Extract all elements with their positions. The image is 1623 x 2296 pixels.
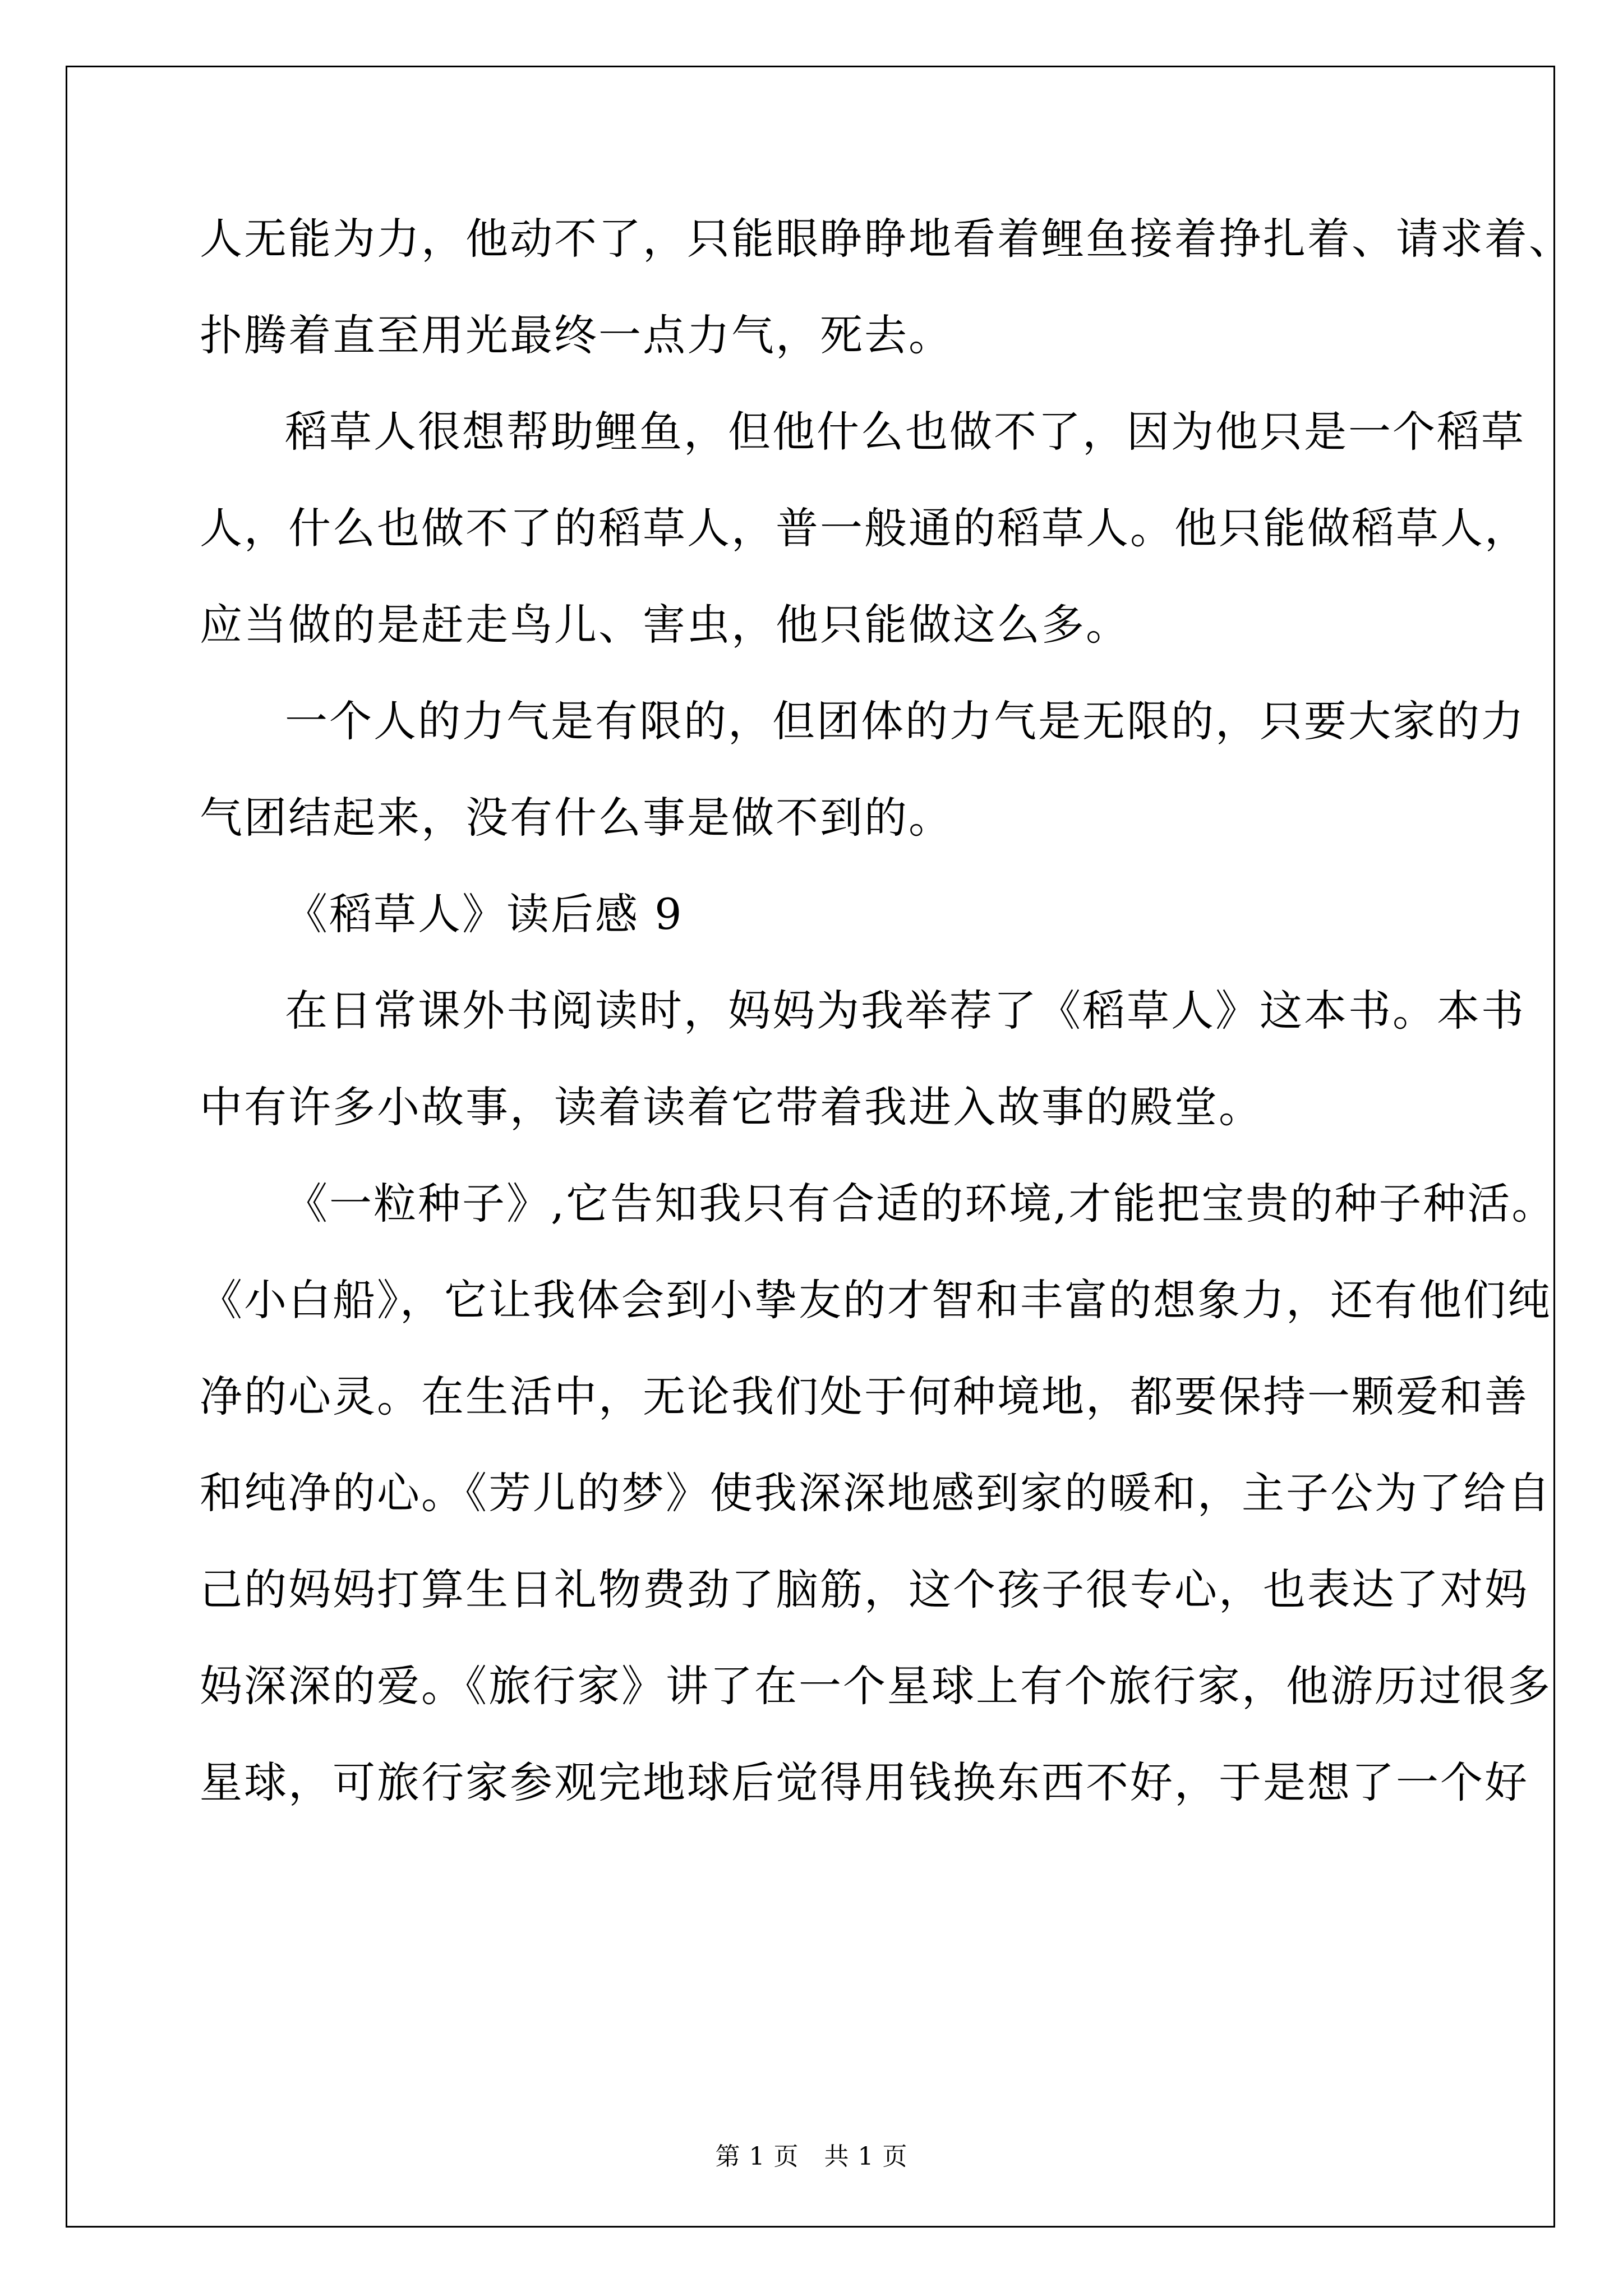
text-line: 和纯净的心。《芳儿的梦》使我深深地感到家的暖和，主子公为了给自 [200,1468,1552,1518]
text-line: 己的妈妈打算生日礼物费劲了脑筋，这个孩子很专心，也表达了对妈 [200,1565,1529,1614]
text-line: 《小白船》，它让我体会到小挚友的才智和丰富的想象力，还有他们纯 [200,1275,1552,1325]
paragraph [200,673,1525,866]
paragraph [200,384,1529,673]
text-line: 《一粒种子》,它告知我只有合适的环境,才能把宝贵的种子种活。 [285,1179,1556,1228]
text-line: 人，什么也做不了的稻草人，普一般通的稻草人。他只能做稻草人， [200,503,1529,553]
text-line: 星球，可旅行家参观完地球后觉得用钱换东西不好，于是想了一个好 [200,1757,1529,1807]
text-line: 气团结起来，没有什么事是做不到的。 [200,793,953,843]
text-line: 稻草人很想帮助鲤鱼，但他什么也做不了，因为他只是一个稻草 [285,407,1525,457]
paragraph [200,963,1525,1156]
paragraph [200,1156,1556,1831]
page-footer: 第 1 页 共 1 页 [715,2142,908,2171]
text-line: 《稻草人》读后感 9 [285,889,684,939]
text-line: 人无能为力，他动不了，只能眼睁睁地看着鲤鱼接着挣扎着、请求着、 [200,214,1573,264]
text-line: 中有许多小故事，读着读着它带着我进入故事的殿堂。 [200,1082,1263,1132]
text-line: 一个人的力气是有限的，但团体的力气是无限的，只要大家的力 [285,696,1525,746]
text-line: 扑腾着直至用光最终一点力气，死去。 [200,310,953,360]
paragraph [200,191,1573,384]
document-body [200,191,1573,1831]
paragraph [200,866,1433,963]
text-line: 妈深深的爱。《旅行家》讲了在一个星球上有个旅行家，他游历过很多 [200,1661,1552,1711]
text-line: 在日常课外书阅读时，妈妈为我举荐了《稻草人》这本书。本书 [285,986,1525,1036]
text-line: 应当做的是赶走鸟儿、害虫，他只能做这么多。 [200,600,1130,650]
text-line: 净的心灵。在生活中，无论我们处于何种境地，都要保持一颗爱和善 [200,1372,1529,1421]
